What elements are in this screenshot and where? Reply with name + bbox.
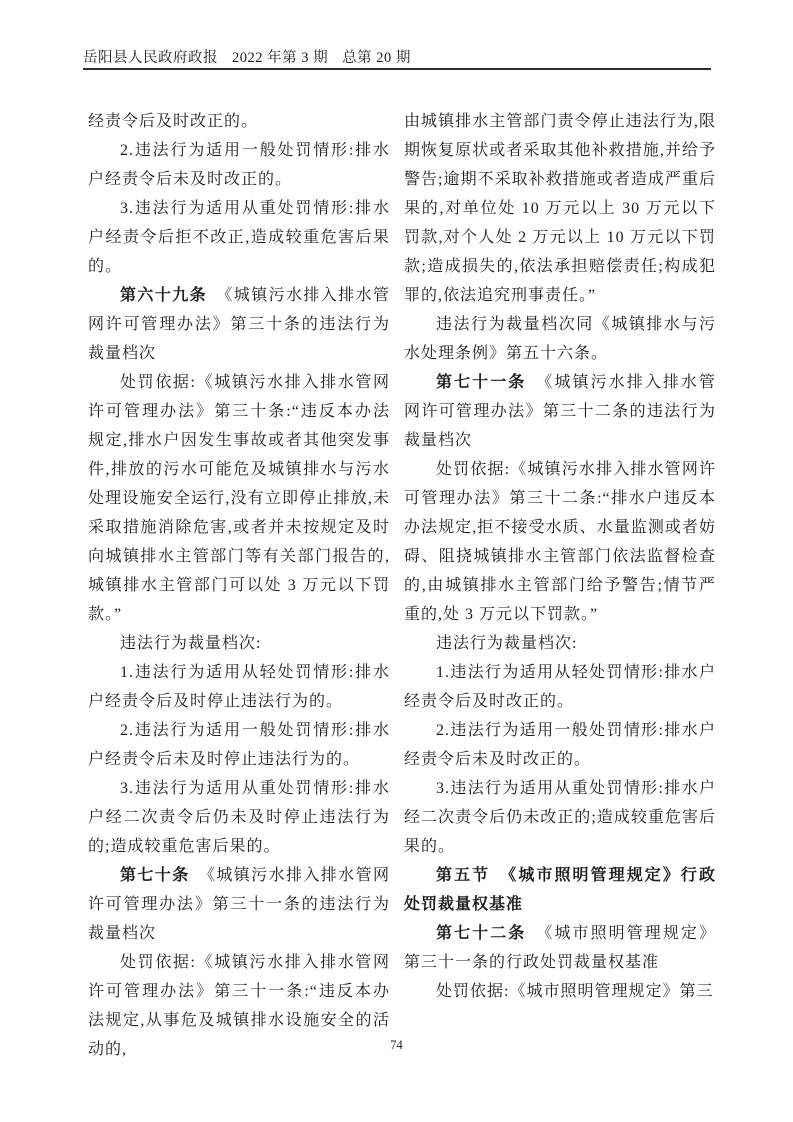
para-text: 《城镇污水排入排水管网许可管理办法》第三十一条的违法行为裁量档次 — [88, 867, 390, 942]
article-number: 第七十条 — [120, 867, 190, 884]
volume-label: 总第 20 期 — [342, 50, 411, 66]
article-69-heading — [88, 281, 390, 368]
para-text: 经责令后及时改正的。 — [88, 113, 259, 130]
para-text: 由城镇排水主管部门责令停止违法行为,限期恢复原状或者采取其他补救措施,并给予警告;逾期不采取补救措施或者造成严重后果的,对单位处 10 万元以上 30 万元以下罚款,对个人处 2 万元以上 10 万元以下罚款;造成损失的,依法承担赔偿责任;构成犯罪的,依法追究刑事责任。” — [404, 113, 716, 304]
para-general-penalty — [88, 716, 390, 774]
para-severe-penalty — [88, 774, 390, 861]
para-text: 3.违法行为适用从重处罚情形:排水户经二次责令后仍未及时停止违法行为的;造成较重危害后果的。 — [88, 780, 390, 855]
article-number: 第六十九条 — [120, 287, 207, 304]
right-column — [404, 107, 716, 1006]
para-text: 《城镇污水排入排水管网许可管理办法》第三十条的违法行为裁量档次 — [88, 287, 390, 362]
page-header — [83, 46, 711, 70]
section-5-heading — [404, 861, 716, 919]
para-text: 1.违法行为适用从轻处罚情形:排水户经责令后及时停止违法行为的。 — [88, 664, 390, 710]
para-penalty-basis-art32 — [404, 455, 716, 629]
para-text: 3.违法行为适用从重处罚情形:排水户经责令后拒不改正,造成较重危害后果的。 — [88, 200, 390, 275]
para-text: 处罚依据:《城镇污水排入排水管网许可管理办法》第三十条:“违反本办法规定,排水户因发生事故或者其他突发事件,排放的污水可能危及城镇排水与污水处理设施安全运行,没有立即停止排放,未采取措施消除危害,或者并未按规定及时向城镇排水主管部门等有关部门报告的,城镇排水主管部门可以处 3 万元以下罚款。” — [88, 374, 390, 623]
para-text: 3.违法行为适用从重处罚情形:排水户经二次责令后仍未改正的;造成较重危害后果的。 — [404, 780, 716, 855]
para-text: 处罚依据:《城市照明管理规定》第三 — [436, 983, 714, 1000]
para-severe-penalty — [88, 194, 390, 281]
article-number: 第七十二条 — [436, 925, 527, 942]
para-discretion-levels-label — [404, 629, 716, 658]
journal-title: 岳阳县人民政府政报 — [83, 50, 218, 66]
article-70-heading — [88, 861, 390, 948]
para-penalty-basis-lighting — [404, 977, 716, 1006]
para-text: 2.违法行为适用一般处罚情形:排水户经责令后未及时改正的。 — [404, 722, 716, 768]
para-text: 《城镇污水排入排水管网许可管理办法》第三十二条的违法行为裁量档次 — [404, 374, 716, 449]
para-text: 《城市照明管理规定》行政处罚裁量权基准 — [404, 867, 716, 913]
para-light-penalty — [404, 658, 716, 716]
issue-label: 2022 年第 3 期 — [232, 50, 329, 66]
para-text: 处罚依据:《城镇污水排入排水管网许可管理办法》第三十二条:“排水户违反本办法规定,拒不接受水质、水量监测或者妨碍、阻挠城镇排水主管部门依法监督检查的,由城镇排水主管部门给予警告;情节严重的,处 3 万元以下罚款。” — [404, 461, 716, 623]
para-continuation — [88, 107, 390, 136]
para-text: 违法行为裁量档次: — [120, 635, 262, 652]
page-number: 74 — [390, 1038, 403, 1052]
para-text: 1.违法行为适用从轻处罚情形:排水户经责令后及时改正的。 — [404, 664, 716, 710]
para-general-penalty — [88, 136, 390, 194]
page-footer — [0, 1038, 793, 1053]
para-text: 处罚依据:《城镇污水排入排水管网许可管理办法》第三十一条:“违反本办法规定,从事危及城镇排水设施安全的活动的, — [88, 954, 390, 1058]
para-discretion-same-as — [404, 310, 716, 368]
article-72-heading — [404, 919, 716, 977]
para-general-penalty — [404, 716, 716, 774]
left-column — [88, 107, 390, 1064]
para-text: 违法行为裁量档次: — [436, 635, 578, 652]
article-number: 第七十一条 — [436, 374, 527, 391]
para-text: 2.违法行为适用一般处罚情形:排水户经责令后未及时改正的。 — [88, 142, 390, 188]
article-71-heading — [404, 368, 716, 455]
para-continuation — [404, 107, 716, 310]
para-text: 《城市照明管理规定》第三十一条的行政处罚裁量权基准 — [404, 925, 716, 971]
para-text: 2.违法行为适用一般处罚情形:排水户经责令后未及时停止违法行为的。 — [88, 722, 390, 768]
para-penalty-basis-art30 — [88, 368, 390, 629]
para-discretion-levels-label — [88, 629, 390, 658]
section-number: 第五节 — [436, 867, 491, 884]
para-severe-penalty — [404, 774, 716, 861]
para-text: 违法行为裁量档次同《城镇排水与污水处理条例》第五十六条。 — [404, 316, 716, 362]
para-light-penalty — [88, 658, 390, 716]
